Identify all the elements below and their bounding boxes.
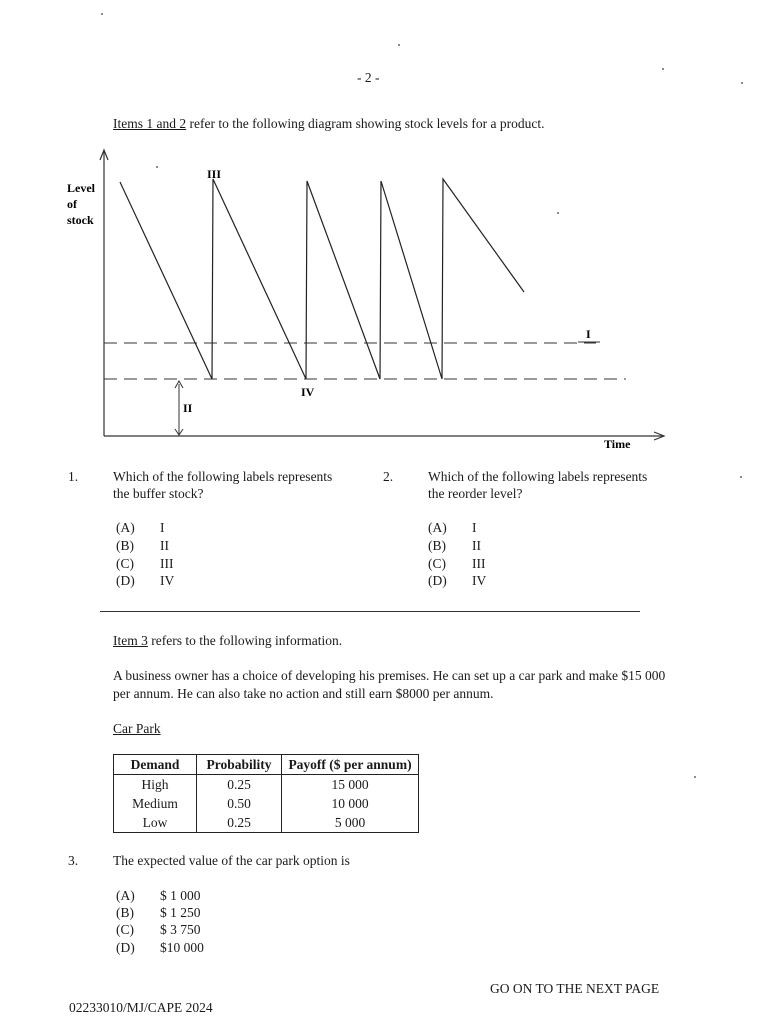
question-2-option-a[interactable]: (A) I xyxy=(428,520,477,535)
question-2-stem-line-1: Which of the following labels represents xyxy=(428,469,648,484)
scan-speck xyxy=(741,82,743,84)
table-cell-payoff: 5 000 xyxy=(282,813,419,833)
question-1-stem-line-2: the buffer stock? xyxy=(113,486,204,501)
table-cell-payoff: 10 000 xyxy=(282,794,419,813)
table-cell-payoff: 15 000 xyxy=(282,775,419,795)
section-divider xyxy=(100,611,640,612)
table-cell-demand: High xyxy=(114,775,197,795)
y-axis-label-line-2: of xyxy=(67,197,77,211)
y-axis-label-line-3: stock xyxy=(67,213,94,227)
stock-level-diagram xyxy=(0,140,768,460)
scan-speck xyxy=(101,13,103,15)
item-3-intro-text: refers to the following information. xyxy=(147,633,343,648)
question-1-number: 1. xyxy=(68,469,79,484)
table-cell-demand: Medium xyxy=(114,794,197,813)
table-cell-probability: 0.25 xyxy=(197,775,282,795)
item-3-intro xyxy=(113,633,342,649)
question-1-option-b[interactable]: (B) II xyxy=(116,538,169,553)
table-cell-probability: 0.25 xyxy=(197,813,282,833)
table-title: Car Park xyxy=(113,721,161,736)
question-3-option-c[interactable]: (C) $ 3 750 xyxy=(116,922,201,937)
question-3-option-b[interactable]: (B) $ 1 250 xyxy=(116,905,201,920)
question-2-number: 2. xyxy=(383,469,394,484)
x-axis-label: Time xyxy=(604,437,631,451)
y-axis-label-line-1: Level xyxy=(67,181,95,195)
table-cell-probability: 0.50 xyxy=(197,794,282,813)
page-number: - 2 - xyxy=(357,70,380,85)
scan-speck xyxy=(398,44,400,46)
question-1-option-a[interactable]: (A) I xyxy=(116,520,165,535)
question-3-stem: The expected value of the car park option is xyxy=(113,853,350,868)
table-cell-demand: Low xyxy=(114,813,197,833)
stock-level-line xyxy=(120,179,524,379)
items-1-2-intro-text: refer to the following diagram showing stock levels for a product. xyxy=(186,116,545,131)
label-III: III xyxy=(207,167,222,181)
item-3-information: A business owner has a choice of developing his premises. He can set up a car park and make $15 000 per annum. He can also take no action and still earn $8000 per annum. xyxy=(113,668,666,701)
scan-speck xyxy=(662,68,664,70)
items-1-2-reference: Items 1 and 2 xyxy=(113,116,187,131)
question-1-option-d[interactable]: (D) IV xyxy=(116,573,175,588)
question-3-option-a[interactable]: (A) $ 1 000 xyxy=(116,888,201,903)
label-IV: IV xyxy=(301,385,315,399)
table-header-probability: Probability xyxy=(197,755,282,775)
table-row xyxy=(114,813,419,833)
label-I: I xyxy=(586,327,591,341)
question-2-option-d[interactable]: (D) IV xyxy=(428,573,487,588)
table-row xyxy=(114,775,419,795)
question-1-option-c[interactable]: (C) III xyxy=(116,556,174,571)
item-3-reference: Item 3 xyxy=(113,633,148,648)
go-on-to-next-page: GO ON TO THE NEXT PAGE xyxy=(490,981,660,996)
car-park-table xyxy=(113,754,419,833)
table-header-row xyxy=(114,755,419,775)
question-3-number: 3. xyxy=(68,853,79,868)
question-2-option-c[interactable]: (C) III xyxy=(428,556,486,571)
items-1-2-intro xyxy=(113,116,545,132)
table-row xyxy=(114,794,419,813)
question-2-option-b[interactable]: (B) II xyxy=(428,538,481,553)
paper-code: 02233010/MJ/CAPE 2024 xyxy=(69,1000,213,1015)
question-3-option-d[interactable]: (D) $10 000 xyxy=(116,940,204,955)
scan-speck xyxy=(694,776,696,778)
question-2-stem-line-2: the reorder level? xyxy=(428,486,523,501)
label-II: II xyxy=(183,401,193,415)
scan-speck xyxy=(740,476,742,478)
table-header-demand: Demand xyxy=(114,755,197,775)
question-1-stem-line-1: Which of the following labels represents xyxy=(113,469,333,484)
table-header-payoff: Payoff ($ per annum) xyxy=(282,755,419,775)
